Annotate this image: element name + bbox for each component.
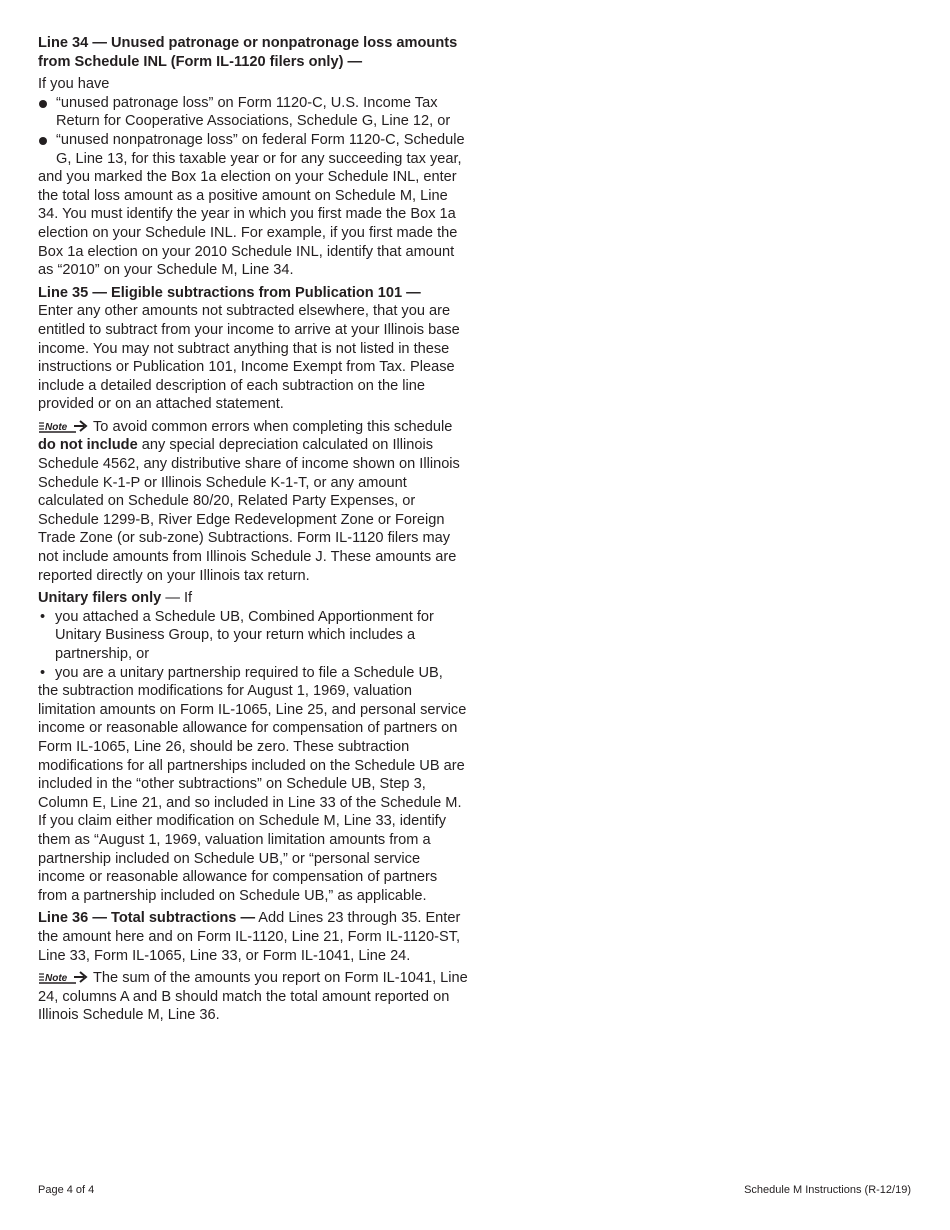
line35-paragraph (38, 284, 470, 414)
bullet-icon (39, 100, 47, 108)
note-icon (38, 970, 88, 984)
instructions-column (38, 34, 470, 1025)
list-item (38, 664, 470, 683)
unitary-bullet-list (38, 608, 470, 682)
list-item (38, 608, 470, 664)
note2-paragraph (38, 969, 470, 1025)
bullet-icon: • (40, 664, 46, 681)
note-icon-label: Note (45, 973, 68, 985)
unitary-bullet-text: you are a unitary partnership required to file a Schedule UB, (55, 664, 443, 681)
note1-text-bold: do not include (38, 437, 138, 454)
note1-text-before: To avoid common errors when completing this schedule (93, 418, 453, 435)
line36-heading: Line 36 — Total subtractions — (38, 910, 256, 927)
line35-body: Enter any other amounts not subtracted elsewhere, that you are entitled to subtract from your income to arrive at your Illinois base income. You may not subtract anything that is not listed in these instructions or Publication 101, Income Exempt from Tax. Please include a detailed description of each subtraction on the line provided or on an attached statement. (38, 303, 460, 413)
note1-paragraph (38, 418, 470, 585)
bullet-icon (39, 137, 47, 145)
unitary-intro (38, 589, 470, 608)
line36-paragraph (38, 909, 470, 965)
unitary-heading-tail: — If (161, 590, 193, 607)
line34-intro: If you have (38, 76, 110, 93)
line34-heading: Line 34 — Unused patronage or nonpatronage loss amounts from Schedule INL (Form IL-1120 filers only) — (38, 35, 458, 70)
line34-bullet-list (38, 94, 470, 168)
note-icon-label: Note (45, 421, 68, 433)
unitary-heading: Unitary filers only (38, 590, 162, 607)
unitary-body: the subtraction modifications for August 1, 1969, valuation limitation amounts on Form IL-1065, Line 25, and personal service income or reasonable allowance for compensation of partners on Form IL-1065, Line 26, should be zero. These subtraction modifications for all partnerships included on the Schedule UB are included in the “other subtractions” on Schedule UB, Step 3, Column E, Line 21, and so included in Line 33 of the Schedule M. If you claim either modification on Schedule M, Line 33, identify them as “August 1, 1969, valuation limitation amounts from a partnership included on Schedule UB,” or “personal service income or reasonable allowance for compensation of partners from a partnership included on Schedule UB,” as applicable. (38, 683, 467, 904)
line34-body: and you marked the Box 1a election on your Schedule INL, enter the total loss amount as a positive amount on Schedule M, Line 34. You must identify the year in which you first made the Box 1a election on your Schedule INL. For example, if you first made the Box 1a election on your 2010 Schedule INL, identify that amount as “2010” on your Schedule M, Line 34. (38, 169, 458, 279)
list-item (38, 94, 470, 131)
line35-heading: Line 35 — Eligible subtractions from Publication 101 — (38, 284, 421, 301)
list-item (38, 131, 470, 168)
footer-page-number: Page 4 of 4 (38, 1184, 95, 1196)
unitary-bullet-text: you attached a Schedule UB, Combined Apportionment for Unitary Business Group, to your return which includes a partnership, or (55, 608, 434, 662)
bullet-icon: • (40, 608, 46, 625)
note2-text: The sum of the amounts you report on Form IL-1041, Line 24, columns A and B should match the total amount reported on Illinois Schedule M, Line 36. (38, 970, 468, 1024)
line34-bullet-text: “unused nonpatronage loss” on federal Form 1120-C, Schedule G, Line 13, for this taxable year or for any succeeding tax year, (56, 131, 465, 167)
note1-text-after: any special depreciation calculated on Illinois Schedule 4562, any distributive share of income shown on Illinois Schedule K-1-P or Illinois Schedule K-1-T, or any amount calculated on Schedule 80/20, Related Party Expenses, or Schedule 1299-B, River Edge Redevelopment Zone or Foreign Trade Zone (or sub-zone) Subtractions. Form IL-1120 filers may not include amounts from Illinois Schedule J. These amounts are reported directly on your Illinois tax return. (38, 437, 460, 584)
footer-form-id: Schedule M Instructions (R-12/19) (744, 1184, 911, 1196)
line36-body: Add Lines 23 through 35. Enter the amount here and on Form IL-1120, Line 21, Form IL-1120-ST, Line 33, Form IL-1065, Line 33, or Form IL-1041, Line 24. (38, 910, 461, 964)
note-icon (38, 419, 88, 433)
line34-bullet-text: “unused patronage loss” on Form 1120-C, U.S. Income Tax Return for Cooperative Associations, Schedule G, Line 12, or (56, 94, 451, 130)
